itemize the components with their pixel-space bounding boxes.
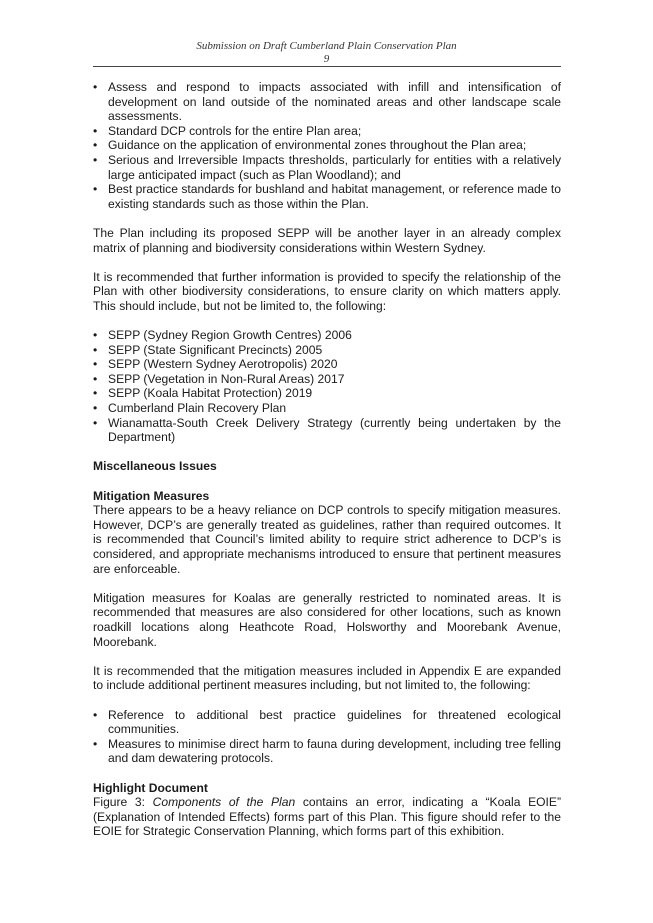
paragraph: There appears to be a heavy reliance on DCP controls to specify mitigation measures. However, DCP’s are generally treated as guidelines, rather than required outcomes. It is recommended that Council’s limited ability to require strict adherence to DCP’s is considered, and appropriate mechanisms introduced to ensure that pertinent measures are enforceable. <box>93 503 561 576</box>
list-item: • SEPP (Western Sydney Aerotropolis) 2020 <box>93 357 338 372</box>
mitigation-measures-list <box>93 708 561 766</box>
plan-guidance-list <box>93 80 561 211</box>
paragraph: It is recommended that further information is provided to specify the relationship of the Plan with other biodiversity considerations, to ensure clarity on which matters apply. This should include, but not be limited to, the following: <box>93 269 561 313</box>
list-item: • Guidance on the application of environmental zones throughout the Plan area; <box>93 138 527 153</box>
bullet-icon: • <box>93 386 98 401</box>
list-item: • Cumberland Plain Recovery Plan <box>93 401 287 416</box>
list-item: • SEPP (State Significant Precincts) 2005 <box>93 342 323 357</box>
list-item: • SEPP (Sydney Region Growth Centres) 2006 <box>93 328 352 343</box>
bullet-icon: • <box>93 328 98 343</box>
bullet-icon: • <box>93 736 98 751</box>
list-item: • SEPP (Vegetation in Non-Rural Areas) 2017 <box>93 371 345 386</box>
section-heading: Miscellaneous Issues <box>93 459 217 474</box>
bullet-icon: • <box>93 138 98 153</box>
document-title: Submission on Draft Cumberland Plain Conservation Plan <box>196 40 457 52</box>
page-body <box>93 80 561 839</box>
list-item: • Best practice standards for bushland and habitat management, or reference made to existing standards such as those within the Plan. <box>93 182 561 211</box>
list-item: • Serious and Irreversible Impacts thresholds, particularly for entities with a relatively large anticipated impact (such as Plan Woodland); and <box>93 152 561 182</box>
page-header <box>0 40 653 66</box>
figure-title: Components of the Plan <box>152 795 296 810</box>
list-item: • Standard DCP controls for the entire Plan area; <box>93 123 362 138</box>
bullet-icon: • <box>93 80 98 94</box>
bullet-icon: • <box>93 371 98 386</box>
paragraph: Figure 3: Components of the Plan contains an error, indicating a “Koala EOIE” (Explanation of Intended Effects) forms part of this Plan. This figure should refer to the EOIE for Strategic Conservation Planning, which forms part of this exhibition. <box>93 795 561 839</box>
paragraph: The Plan including its proposed SEPP will be another layer in an already complex matrix of planning and biodiversity considerations within Western Sydney. <box>93 225 561 255</box>
subsection-heading: Mitigation Measures <box>93 488 210 503</box>
list-item: • Measures to minimise direct harm to fauna during development, including tree felling and dam dewatering protocols. <box>93 736 561 766</box>
bullet-icon: • <box>93 342 98 357</box>
list-item: • Assess and respond to impacts associated with infill and intensification of development on land outside of the nominated areas and other landscape scale assessments. <box>93 80 561 124</box>
biodiversity-considerations-list <box>93 328 561 445</box>
bullet-icon: • <box>93 357 98 372</box>
list-item: • Reference to additional best practice guidelines for threatened ecological communities. <box>93 707 561 737</box>
bullet-icon: • <box>93 123 98 138</box>
subsection-heading: Highlight Document <box>93 780 208 795</box>
page-number: 9 <box>323 53 330 65</box>
header-divider <box>93 66 561 67</box>
paragraph: Mitigation measures for Koalas are generally restricted to nominated areas. It is recommended that measures are also considered for other locations, such as known roadkill locations along Heathcote Road, Holsworthy and Moorebank Avenue, Moorebank. <box>93 590 561 649</box>
bullet-icon: • <box>93 415 98 430</box>
list-item: • SEPP (Koala Habitat Protection) 2019 <box>93 386 313 401</box>
bullet-icon: • <box>93 707 98 722</box>
bullet-icon: • <box>93 182 98 197</box>
bullet-icon: • <box>93 152 98 167</box>
bullet-icon: • <box>93 401 98 416</box>
paragraph: It is recommended that the mitigation measures included in Appendix E are expanded to include additional pertinent measures including, but not limited to, the following: <box>93 663 561 693</box>
list-item: • Wianamatta-South Creek Delivery Strategy (currently being undertaken by the Department) <box>93 415 561 445</box>
